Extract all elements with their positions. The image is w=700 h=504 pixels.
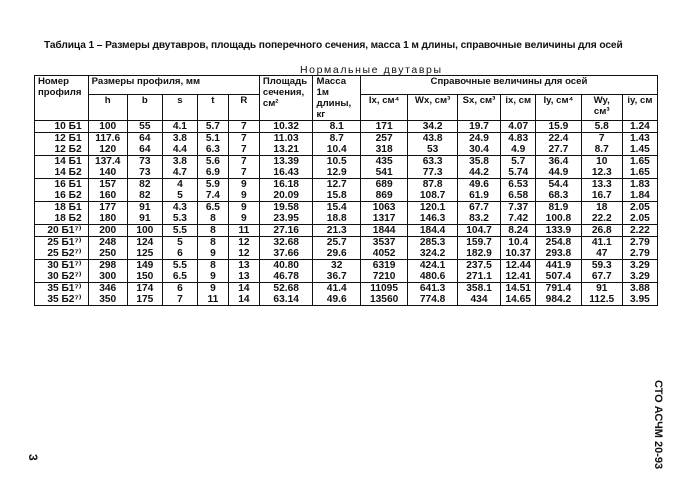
header-number: Номер профиля xyxy=(35,76,89,121)
value-cell: 177 xyxy=(88,202,127,214)
profile-number-cell: 30 Б1⁷⁾ xyxy=(35,260,89,272)
value-cell: 137.4 xyxy=(88,156,127,168)
value-cell: 14.51 xyxy=(501,283,536,295)
value-cell: 441.9 xyxy=(536,260,581,272)
value-cell: 13560 xyxy=(360,294,407,306)
value-cell: 146.3 xyxy=(408,213,458,225)
table-row xyxy=(35,133,658,145)
value-cell: 5.7 xyxy=(197,121,228,133)
value-cell: 6.9 xyxy=(197,167,228,179)
value-cell: 22.2 xyxy=(581,213,622,225)
value-cell: 32 xyxy=(313,260,360,272)
header-iy-inertia: Iy, см⁴ xyxy=(536,95,581,121)
value-cell: 984.2 xyxy=(536,294,581,306)
value-cell: 30.4 xyxy=(457,144,500,156)
value-cell: 184.4 xyxy=(408,225,458,237)
value-cell: 6 xyxy=(162,248,197,260)
value-cell: 248 xyxy=(88,237,127,249)
value-cell: 82 xyxy=(127,190,162,202)
value-cell: 55 xyxy=(127,121,162,133)
value-cell: 3.8 xyxy=(162,156,197,168)
value-cell: 14 xyxy=(228,283,259,295)
profile-number-cell: 16 Б2 xyxy=(35,190,89,202)
value-cell: 8 xyxy=(197,225,228,237)
beam-dimensions-table xyxy=(34,75,658,306)
profile-number-cell: 30 Б2⁷⁾ xyxy=(35,271,89,283)
value-cell: 1.45 xyxy=(622,144,657,156)
header-wy: Wy, см³ xyxy=(581,95,622,121)
value-cell: 254.8 xyxy=(536,237,581,249)
value-cell: 5.74 xyxy=(501,167,536,179)
value-cell: 250 xyxy=(88,248,127,260)
table-row xyxy=(35,213,658,225)
value-cell: 541 xyxy=(360,167,407,179)
value-cell: 9 xyxy=(197,271,228,283)
value-cell: 7 xyxy=(162,294,197,306)
table-body xyxy=(35,121,658,306)
value-cell: 11.03 xyxy=(259,133,313,145)
profile-number-cell: 12 Б2 xyxy=(35,144,89,156)
value-cell: 20.09 xyxy=(259,190,313,202)
value-cell: 13 xyxy=(228,260,259,272)
value-cell: 182.9 xyxy=(457,248,500,260)
value-cell: 7 xyxy=(228,156,259,168)
value-cell: 12.3 xyxy=(581,167,622,179)
value-cell: 150 xyxy=(127,271,162,283)
value-cell: 6 xyxy=(162,283,197,295)
value-cell: 7 xyxy=(581,133,622,145)
value-cell: 171 xyxy=(360,121,407,133)
profile-number-cell: 35 Б1⁷⁾ xyxy=(35,283,89,295)
value-cell: 4.83 xyxy=(501,133,536,145)
value-cell: 791.4 xyxy=(536,283,581,295)
value-cell: 2.05 xyxy=(622,202,657,214)
table-caption: Таблица 1 – Размеры двутавров, площадь поперечного сечения, масса 1 м длины, справочные величины для осей xyxy=(44,40,623,51)
value-cell: 8 xyxy=(197,260,228,272)
value-cell: 53 xyxy=(408,144,458,156)
value-cell: 5.1 xyxy=(197,133,228,145)
value-cell: 91 xyxy=(581,283,622,295)
value-cell: 11 xyxy=(228,225,259,237)
value-cell: 24.9 xyxy=(457,133,500,145)
value-cell: 6319 xyxy=(360,260,407,272)
value-cell: 10.5 xyxy=(313,156,360,168)
value-cell: 100.8 xyxy=(536,213,581,225)
value-cell: 3.88 xyxy=(622,283,657,295)
value-cell: 5 xyxy=(162,237,197,249)
document-code: СТО АСЧМ 20-93 xyxy=(652,380,664,470)
table-row xyxy=(35,190,658,202)
profile-number-cell: 12 Б1 xyxy=(35,133,89,145)
profile-number-cell: 16 Б1 xyxy=(35,179,89,191)
value-cell: 7 xyxy=(228,167,259,179)
value-cell: 318 xyxy=(360,144,407,156)
value-cell: 125 xyxy=(127,248,162,260)
value-cell: 41.4 xyxy=(313,283,360,295)
value-cell: 160 xyxy=(88,190,127,202)
value-cell: 2.22 xyxy=(622,225,657,237)
value-cell: 7 xyxy=(228,121,259,133)
value-cell: 10.4 xyxy=(313,144,360,156)
value-cell: 180 xyxy=(88,213,127,225)
value-cell: 13.21 xyxy=(259,144,313,156)
value-cell: 108.7 xyxy=(408,190,458,202)
value-cell: 63.3 xyxy=(408,156,458,168)
value-cell: 44.9 xyxy=(536,167,581,179)
value-cell: 149 xyxy=(127,260,162,272)
value-cell: 23.95 xyxy=(259,213,313,225)
value-cell: 27.7 xyxy=(536,144,581,156)
value-cell: 1.84 xyxy=(622,190,657,202)
value-cell: 52.68 xyxy=(259,283,313,295)
value-cell: 36.7 xyxy=(313,271,360,283)
table-row xyxy=(35,121,658,133)
value-cell: 5.6 xyxy=(197,156,228,168)
value-cell: 1.83 xyxy=(622,179,657,191)
value-cell: 358.1 xyxy=(457,283,500,295)
value-cell: 1317 xyxy=(360,213,407,225)
value-cell: 10.4 xyxy=(501,237,536,249)
value-cell: 16.18 xyxy=(259,179,313,191)
value-cell: 34.2 xyxy=(408,121,458,133)
value-cell: 14 xyxy=(228,294,259,306)
value-cell: 257 xyxy=(360,133,407,145)
table-row xyxy=(35,294,658,306)
value-cell: 4.4 xyxy=(162,144,197,156)
value-cell: 91 xyxy=(127,202,162,214)
value-cell: 44.2 xyxy=(457,167,500,179)
value-cell: 774.8 xyxy=(408,294,458,306)
value-cell: 174 xyxy=(127,283,162,295)
table-row xyxy=(35,202,658,214)
profile-number-cell: 18 Б1 xyxy=(35,202,89,214)
profile-number-cell: 10 Б1 xyxy=(35,121,89,133)
value-cell: 7.4 xyxy=(197,190,228,202)
value-cell: 15.4 xyxy=(313,202,360,214)
value-cell: 27.16 xyxy=(259,225,313,237)
value-cell: 36.4 xyxy=(536,156,581,168)
value-cell: 9 xyxy=(197,248,228,260)
value-cell: 21.3 xyxy=(313,225,360,237)
header-iy-radius: iy, см xyxy=(622,95,657,121)
table-row xyxy=(35,260,658,272)
header-b: b xyxy=(127,95,162,121)
header-sx: Sx, см³ xyxy=(457,95,500,121)
value-cell: 104.7 xyxy=(457,225,500,237)
value-cell: 83.2 xyxy=(457,213,500,225)
value-cell: 1.65 xyxy=(622,156,657,168)
header-ix-inertia: Ix, см⁴ xyxy=(360,95,407,121)
value-cell: 49.6 xyxy=(313,294,360,306)
value-cell: 9 xyxy=(197,283,228,295)
value-cell: 5.9 xyxy=(197,179,228,191)
value-cell: 100 xyxy=(88,121,127,133)
value-cell: 5.7 xyxy=(501,156,536,168)
value-cell: 10 xyxy=(581,156,622,168)
value-cell: 7 xyxy=(228,133,259,145)
value-cell: 6.5 xyxy=(197,202,228,214)
value-cell: 140 xyxy=(88,167,127,179)
profile-number-cell: 35 Б2⁷⁾ xyxy=(35,294,89,306)
value-cell: 6.5 xyxy=(162,271,197,283)
value-cell: 124 xyxy=(127,237,162,249)
value-cell: 64 xyxy=(127,144,162,156)
value-cell: 293.8 xyxy=(536,248,581,260)
value-cell: 480.6 xyxy=(408,271,458,283)
value-cell: 11 xyxy=(197,294,228,306)
header-ix-radius: ix, см xyxy=(501,95,536,121)
value-cell: 13.3 xyxy=(581,179,622,191)
value-cell: 1.24 xyxy=(622,121,657,133)
table-subcaption: Нормальные двутавры xyxy=(300,64,443,76)
value-cell: 3.8 xyxy=(162,133,197,145)
table-row xyxy=(35,167,658,179)
value-cell: 5.5 xyxy=(162,225,197,237)
header-ref: Справочные величины для осей xyxy=(360,76,657,95)
value-cell: 4.9 xyxy=(501,144,536,156)
header-t: t xyxy=(197,95,228,121)
header-area: Площадь сечения, см² xyxy=(259,76,313,121)
page-number: 3 xyxy=(26,454,40,461)
value-cell: 61.9 xyxy=(457,190,500,202)
value-cell: 350 xyxy=(88,294,127,306)
value-cell: 25.7 xyxy=(313,237,360,249)
value-cell: 117.6 xyxy=(88,133,127,145)
header-mass: Масса 1м длины, кг xyxy=(313,76,360,121)
value-cell: 8 xyxy=(197,213,228,225)
value-cell: 43.8 xyxy=(408,133,458,145)
value-cell: 869 xyxy=(360,190,407,202)
value-cell: 47 xyxy=(581,248,622,260)
value-cell: 1844 xyxy=(360,225,407,237)
table-row xyxy=(35,283,658,295)
value-cell: 32.68 xyxy=(259,237,313,249)
profile-number-cell: 25 Б1⁷⁾ xyxy=(35,237,89,249)
value-cell: 13.39 xyxy=(259,156,313,168)
value-cell: 5.5 xyxy=(162,260,197,272)
value-cell: 5.8 xyxy=(581,121,622,133)
value-cell: 346 xyxy=(88,283,127,295)
value-cell: 81.9 xyxy=(536,202,581,214)
value-cell: 37.66 xyxy=(259,248,313,260)
value-cell: 12 xyxy=(228,248,259,260)
value-cell: 159.7 xyxy=(457,237,500,249)
header-h: h xyxy=(88,95,127,121)
value-cell: 68.3 xyxy=(536,190,581,202)
value-cell: 73 xyxy=(127,167,162,179)
value-cell: 434 xyxy=(457,294,500,306)
value-cell: 12.7 xyxy=(313,179,360,191)
value-cell: 6.53 xyxy=(501,179,536,191)
value-cell: 7 xyxy=(228,144,259,156)
value-cell: 9 xyxy=(228,202,259,214)
header-s: s xyxy=(162,95,197,121)
value-cell: 10.32 xyxy=(259,121,313,133)
table-row xyxy=(35,156,658,168)
value-cell: 8.7 xyxy=(581,144,622,156)
value-cell: 9 xyxy=(228,179,259,191)
value-cell: 4 xyxy=(162,179,197,191)
value-cell: 8.1 xyxy=(313,121,360,133)
value-cell: 5.3 xyxy=(162,213,197,225)
value-cell: 12.9 xyxy=(313,167,360,179)
value-cell: 10.37 xyxy=(501,248,536,260)
value-cell: 1.65 xyxy=(622,167,657,179)
value-cell: 424.1 xyxy=(408,260,458,272)
value-cell: 40.80 xyxy=(259,260,313,272)
value-cell: 112.5 xyxy=(581,294,622,306)
value-cell: 18 xyxy=(581,202,622,214)
value-cell: 77.3 xyxy=(408,167,458,179)
value-cell: 285.3 xyxy=(408,237,458,249)
value-cell: 46.78 xyxy=(259,271,313,283)
value-cell: 1063 xyxy=(360,202,407,214)
value-cell: 3.29 xyxy=(622,260,657,272)
value-cell: 298 xyxy=(88,260,127,272)
value-cell: 435 xyxy=(360,156,407,168)
value-cell: 54.4 xyxy=(536,179,581,191)
value-cell: 120 xyxy=(88,144,127,156)
value-cell: 13 xyxy=(228,271,259,283)
value-cell: 16.43 xyxy=(259,167,313,179)
value-cell: 1.43 xyxy=(622,133,657,145)
value-cell: 15.9 xyxy=(536,121,581,133)
table-row xyxy=(35,179,658,191)
value-cell: 4.7 xyxy=(162,167,197,179)
value-cell: 4.3 xyxy=(162,202,197,214)
value-cell: 22.4 xyxy=(536,133,581,145)
value-cell: 63.14 xyxy=(259,294,313,306)
profile-number-cell: 25 Б2⁷⁾ xyxy=(35,248,89,260)
value-cell: 64 xyxy=(127,133,162,145)
table-row xyxy=(35,248,658,260)
value-cell: 67.7 xyxy=(457,202,500,214)
header-dims: Размеры профиля, мм xyxy=(88,76,259,95)
table-row xyxy=(35,237,658,249)
value-cell: 6.58 xyxy=(501,190,536,202)
value-cell: 4.07 xyxy=(501,121,536,133)
header-wx: Wx, см³ xyxy=(408,95,458,121)
value-cell: 6.3 xyxy=(197,144,228,156)
value-cell: 8.7 xyxy=(313,133,360,145)
profile-number-cell: 14 Б1 xyxy=(35,156,89,168)
table-row xyxy=(35,271,658,283)
value-cell: 59.3 xyxy=(581,260,622,272)
value-cell: 18.8 xyxy=(313,213,360,225)
value-cell: 3.95 xyxy=(622,294,657,306)
value-cell: 200 xyxy=(88,225,127,237)
value-cell: 100 xyxy=(127,225,162,237)
value-cell: 300 xyxy=(88,271,127,283)
value-cell: 324.2 xyxy=(408,248,458,260)
value-cell: 19.58 xyxy=(259,202,313,214)
value-cell: 641.3 xyxy=(408,283,458,295)
table-row xyxy=(35,225,658,237)
value-cell: 16.7 xyxy=(581,190,622,202)
value-cell: 12.41 xyxy=(501,271,536,283)
value-cell: 120.1 xyxy=(408,202,458,214)
value-cell: 4052 xyxy=(360,248,407,260)
value-cell: 8.24 xyxy=(501,225,536,237)
value-cell: 12 xyxy=(228,237,259,249)
value-cell: 271.1 xyxy=(457,271,500,283)
value-cell: 12.44 xyxy=(501,260,536,272)
value-cell: 237.5 xyxy=(457,260,500,272)
value-cell: 507.4 xyxy=(536,271,581,283)
profile-number-cell: 20 Б1⁷⁾ xyxy=(35,225,89,237)
value-cell: 2.05 xyxy=(622,213,657,225)
value-cell: 87.8 xyxy=(408,179,458,191)
value-cell: 4.1 xyxy=(162,121,197,133)
header-r: R xyxy=(228,95,259,121)
value-cell: 3537 xyxy=(360,237,407,249)
value-cell: 14.65 xyxy=(501,294,536,306)
value-cell: 9 xyxy=(228,213,259,225)
value-cell: 73 xyxy=(127,156,162,168)
value-cell: 26.8 xyxy=(581,225,622,237)
value-cell: 82 xyxy=(127,179,162,191)
value-cell: 19.7 xyxy=(457,121,500,133)
value-cell: 175 xyxy=(127,294,162,306)
value-cell: 11095 xyxy=(360,283,407,295)
value-cell: 7.37 xyxy=(501,202,536,214)
value-cell: 7210 xyxy=(360,271,407,283)
value-cell: 41.1 xyxy=(581,237,622,249)
value-cell: 5 xyxy=(162,190,197,202)
table-row xyxy=(35,144,658,156)
value-cell: 29.6 xyxy=(313,248,360,260)
value-cell: 689 xyxy=(360,179,407,191)
value-cell: 35.8 xyxy=(457,156,500,168)
value-cell: 9 xyxy=(228,190,259,202)
profile-number-cell: 18 Б2 xyxy=(35,213,89,225)
value-cell: 2.79 xyxy=(622,248,657,260)
value-cell: 2.79 xyxy=(622,237,657,249)
value-cell: 49.6 xyxy=(457,179,500,191)
value-cell: 91 xyxy=(127,213,162,225)
value-cell: 133.9 xyxy=(536,225,581,237)
value-cell: 15.8 xyxy=(313,190,360,202)
value-cell: 3.29 xyxy=(622,271,657,283)
profile-number-cell: 14 Б2 xyxy=(35,167,89,179)
value-cell: 7.42 xyxy=(501,213,536,225)
value-cell: 67.7 xyxy=(581,271,622,283)
value-cell: 8 xyxy=(197,237,228,249)
value-cell: 157 xyxy=(88,179,127,191)
